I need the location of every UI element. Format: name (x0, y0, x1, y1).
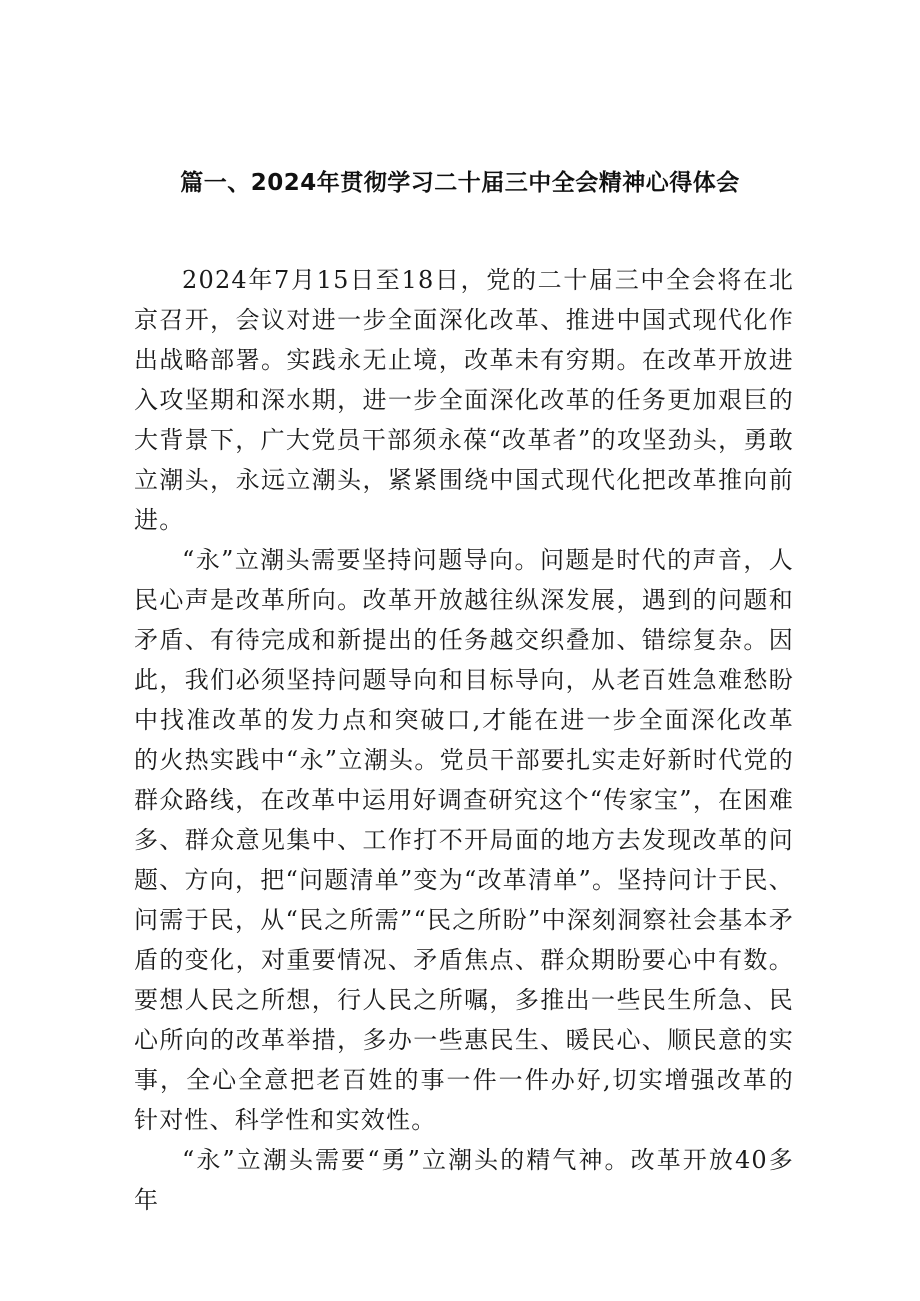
paragraph-intro: 2024年7月15日至18日，党的二十届三中全会将在北京召开，会议对进一步全面深化改革、推进中国式现代化作出战略部署。实践永无止境，改革未有穷期。在改革开放进入攻坚期和深水期，进一步全面深化改革的任务更加艰巨的大背景下，广大党员干部须永葆“改革者”的攻坚劲头，勇敢立潮头，永远立潮头，紧紧围绕中国式现代化把改革推向前进。 (134, 266, 794, 534)
document-title: 篇一、2024年贯彻学习二十届三中全会精神心得体会 (180, 170, 740, 196)
paragraph-problem-orientation: “永”立潮头需要坚持问题导向。问题是时代的声音，人民心声是改革所向。改革开放越往纵深发展，遇到的问题和矛盾、有待完成和新提出的任务越交织叠加、错综复杂。因此，我们必须坚持问题导向和目标导向，从老百姓急难愁盼中找准改革的发力点和突破口,才能在进一步全面深化改革的火热实践中“永”立潮头。党员干部要扎实走好新时代党的群众路线，在改革中运用好调查研究这个“传家宝”，在困难多、群众意见集中、工作打不开局面的地方去发现改革的问题、方向，把“问题清单”变为“改革清单”。坚持问计于民、问需于民，从“民之所需”“民之所盼”中深刻洞察社会基本矛盾的变化，对重要情况、矛盾焦点、群众期盼要心中有数。要想人民之所想，行人民之所嘱，多推出一些民生所急、民心所向的改革举措，多办一些惠民生、暖民心、顺民意的实事，全心全意把老百姓的事一件一件办好,切实增强改革的针对性、科学性和实效性。 (134, 546, 794, 1134)
paragraph-spirit: “永”立潮头需要“勇”立潮头的精气神。改革开放40多年 (134, 1146, 794, 1214)
document-body (134, 260, 794, 1220)
